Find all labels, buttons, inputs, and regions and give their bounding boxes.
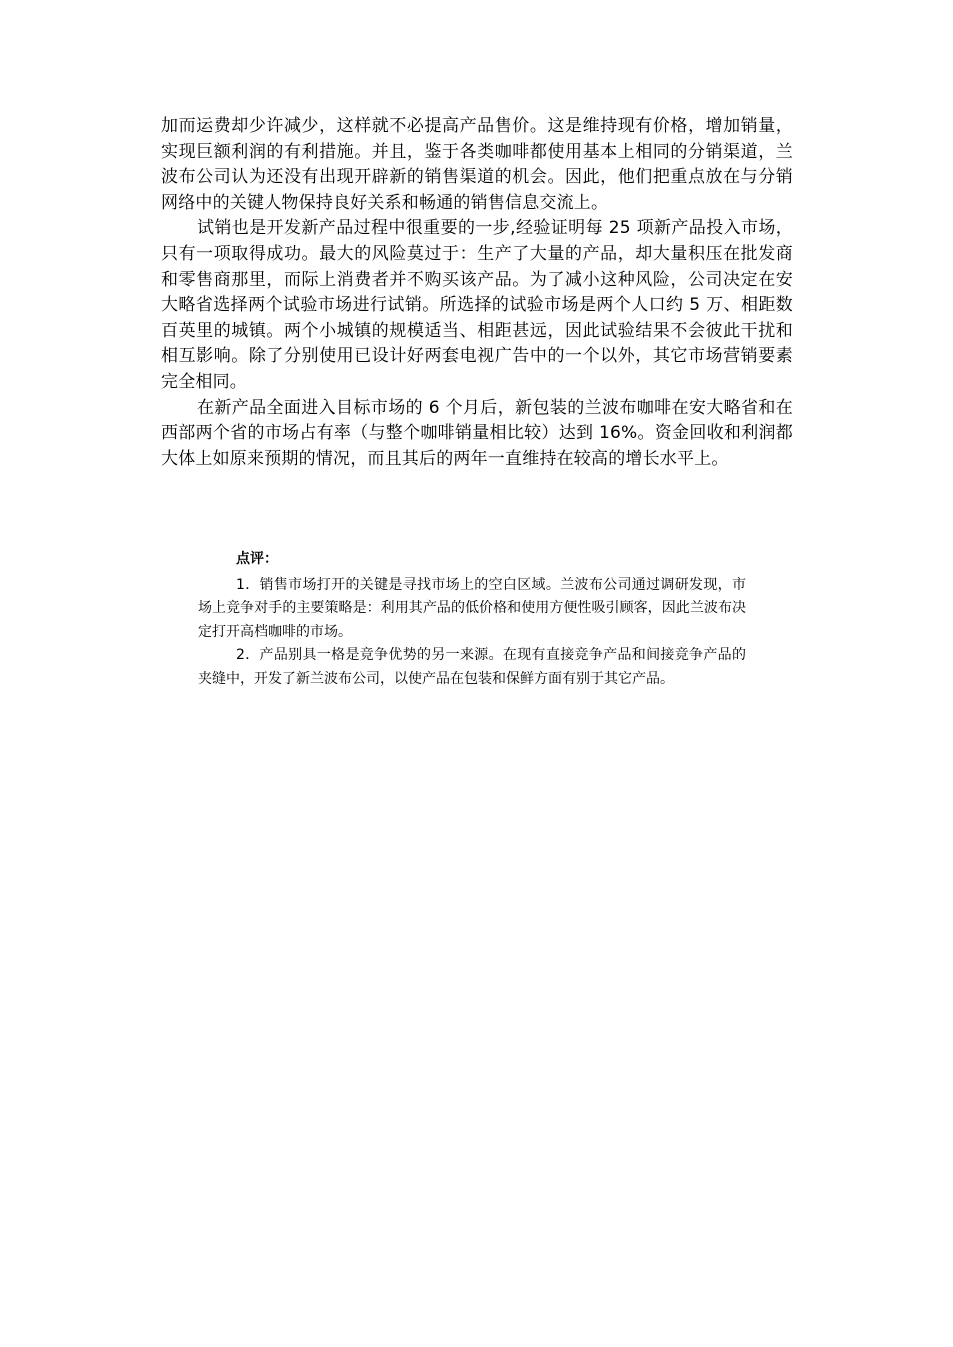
paragraph-market-share: 在新产品全面进入目标市场的 6 个月后，新包装的兰波布咖啡在安大略省和在西部两个省的市场占有率（与整个咖啡销量相比较）达到 16%。资金回收和利润都大体上如原来预期的情况，而且其后的两年一直维持在较高的增长水平上。	[161, 397, 793, 469]
commentary-title: 点评：	[236, 551, 278, 567]
commentary-item-1: 1．销售市场打开的关键是寻找市场上的空白区域。兰波布公司通过调研发现，市场上竞争对手的主要策略是：利用其产品的低价格和使用方便性吸引顾客，因此兰波布决定打开高档咖啡的市场。	[198, 576, 746, 640]
body-text	[161, 114, 793, 472]
commentary-section	[198, 548, 746, 691]
paragraph-continuation: 加而运费却少许减少，这样就不必提高产品售价。这是维持现有价格，增加销量，实现巨额利润的有利措施。并且，鉴于各类咖啡都使用基本上相同的分销渠道，兰波布公司认为还没有出现开辟新的销售渠道的机会。因此，他们把重点放在与分销网络中的关键人物保持良好关系和畅通的销售信息交流上。	[161, 116, 793, 213]
commentary-item-2: 2．产品别具一格是竞争优势的另一来源。在现有直接竞争产品和间接竞争产品的夹缝中，开发了新兰波布公司，以使产品在包装和保鲜方面有别于其它产品。	[198, 647, 746, 687]
paragraph-test-marketing: 试销也是开发新产品过程中很重要的一步,经验证明每 25 项新产品投入市场，只有一项取得成功。最大的风险莫过于：生产了大量的产品，却大量积压在批发商和零售商那里，而际上消费者并不购买该产品。为了减小这种风险，公司决定在安大略省选择两个试验市场进行试销。所选择的试验市场是两个人口约 5 万、相距数百英里的城镇。两个小城镇的规模适当、相距甚远，因此试验结果不会彼此干扰和相互影响。除了分别使用已设计好两套电视广告中的一个以外，其它市场营销要素完全相同。	[161, 218, 793, 392]
